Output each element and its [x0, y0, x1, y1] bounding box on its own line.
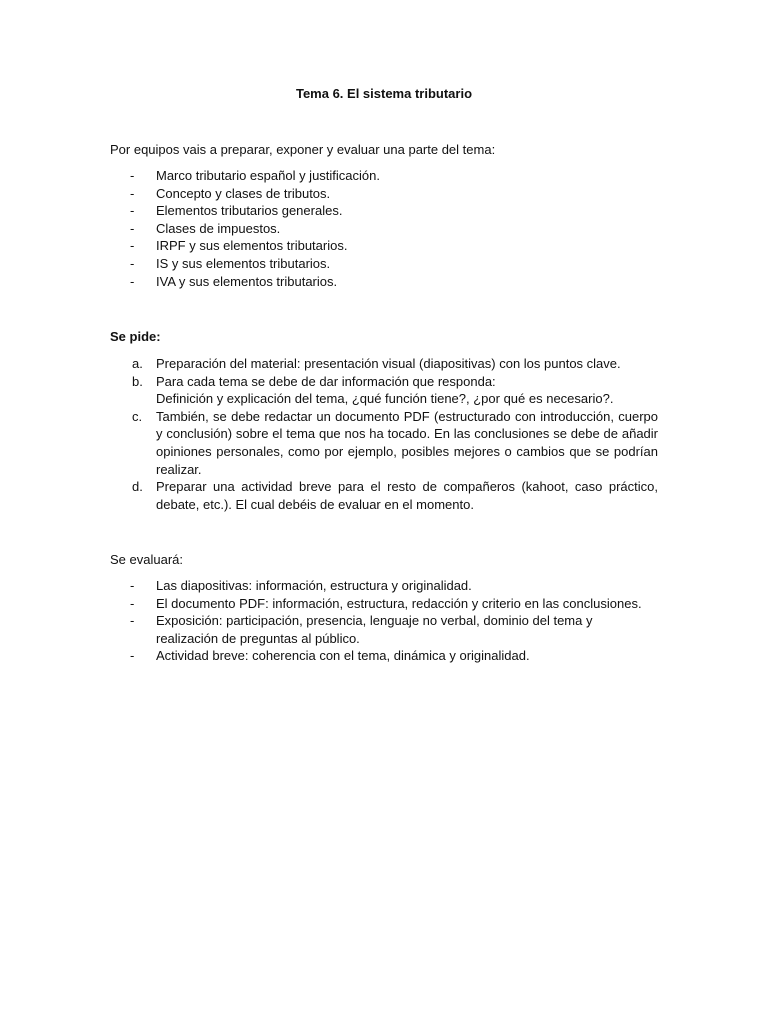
list-item: - IVA y sus elementos tributarios. [130, 273, 338, 289]
letter-marker: d. [132, 479, 143, 495]
dash-marker: - [130, 613, 135, 629]
list-item: - Las diapositivas: información, estructura y originalidad. [130, 578, 472, 593]
se-pide-list [110, 355, 658, 513]
list-item: - Exposición: participación, presencia, lenguaje no verbal, dominio del tema y realización de preguntas al público. [130, 613, 593, 646]
dash-marker: - [130, 255, 135, 271]
dash-marker: - [130, 578, 135, 593]
letter-marker: a. [132, 356, 143, 371]
se-pide-heading: Se pide: [110, 329, 161, 344]
list-item: - Clases de impuestos. [130, 220, 281, 236]
dash-marker: - [130, 238, 135, 254]
topics-list [110, 167, 658, 290]
intro-paragraph: Por equipos vais a preparar, exponer y evaluar una parte del tema: [110, 142, 496, 157]
dash-marker: - [130, 203, 135, 219]
se-evaluara-heading: Se evaluará: [110, 552, 183, 567]
dash-marker: - [130, 595, 135, 611]
dash-marker: - [130, 648, 135, 664]
list-item: - IS y sus elementos tributarios. [130, 255, 331, 271]
list-item: - IRPF y sus elementos tributarios. [130, 238, 348, 254]
list-item: d. Preparar una actividad breve para el resto de compañeros (kahoot, caso práctico, debate, etc.). El cual debéis de evaluar en el momento. [132, 479, 658, 512]
list-item: - Actividad breve: coherencia con el tema, dinámica y originalidad. [130, 648, 530, 664]
list-item: a. Preparación del material: presentación visual (diapositivas) con los puntos clave. [132, 356, 621, 371]
list-item: b. Para cada tema se debe de dar información que responda: Definición y explicación del tema, ¿qué función tiene?, ¿por qué es necesario?. [132, 373, 614, 407]
list-item: - Elementos tributarios generales. [130, 203, 343, 219]
document-title: Tema 6. El sistema tributario [295, 86, 473, 101]
se-evaluara-list [110, 577, 658, 665]
list-item: - Concepto y clases de tributos. [130, 185, 331, 201]
letter-marker: c. [132, 408, 143, 424]
list-item: - Marco tributario español y justificación. [130, 168, 380, 183]
letter-marker: b. [132, 373, 143, 389]
dash-marker: - [130, 220, 135, 236]
list-item: c. También, se debe redactar un documento PDF (estructurado con introducción, cuerpo y conclusión) sobre el tema que nos ha tocado. En las conclusiones se debe de añadir opiniones personales, como por ejemplo, posibles mejores o cambios que se podrían realizar. [132, 408, 658, 477]
dash-marker: - [130, 185, 135, 201]
list-item: - El documento PDF: información, estructura, redacción y criterio en las conclusiones. [130, 595, 642, 611]
dash-marker: - [130, 273, 135, 289]
dash-marker: - [130, 168, 135, 183]
